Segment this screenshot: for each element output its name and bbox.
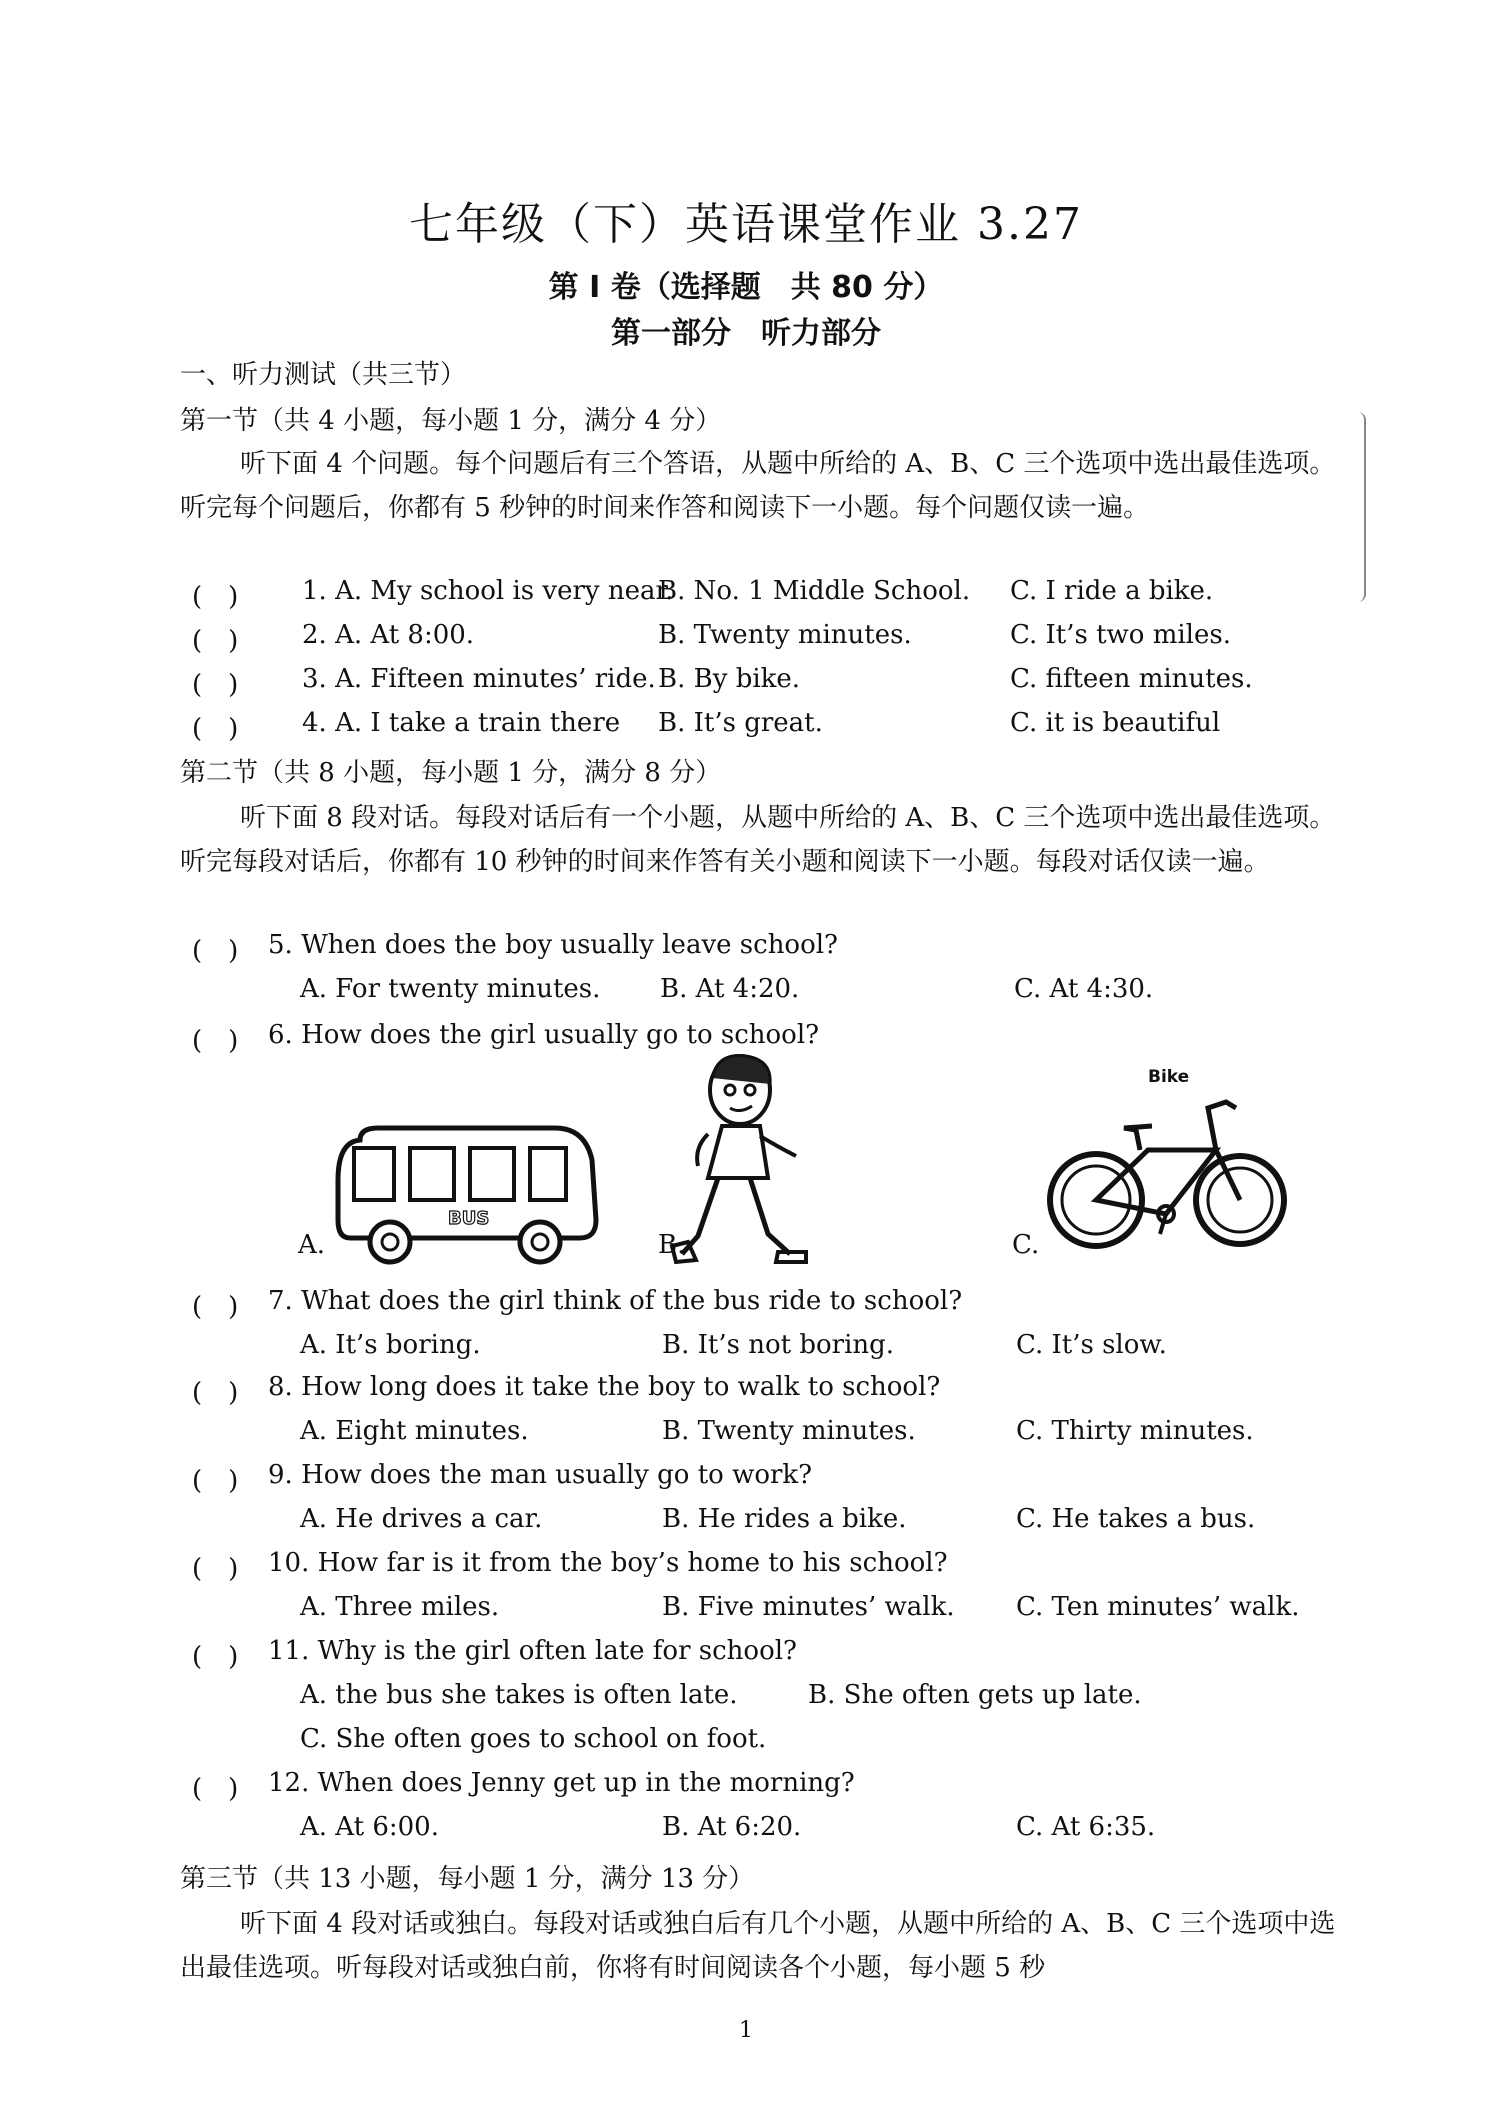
question-stem: 10. How far is it from the boy’s home to his school? xyxy=(268,1548,948,1578)
option-a: A. At 6:00. xyxy=(300,1812,439,1842)
bike-image[interactable] xyxy=(1040,1062,1290,1262)
question-stem: 8. How long does it take the boy to walk to school? xyxy=(268,1372,941,1402)
question-stem: 7. What does the girl think of the bus ride to school? xyxy=(268,1286,963,1316)
option-a: A. He drives a car. xyxy=(300,1504,543,1534)
section3-instruction: 听下面 4 段对话或独白。每段对话或独白后有几个小题，从题中所给的 A、B、C 三个选项中选出最佳选项。听每段对话或独白前，你将有时间阅读各个小题，每小题 5 秒 xyxy=(180,1909,1336,1983)
option-b: B. By bike. xyxy=(658,664,801,694)
bus-image[interactable] xyxy=(330,1120,600,1270)
question-stem: 9. How does the man usually go to work? xyxy=(268,1460,813,1490)
option-c: C. fifteen minutes. xyxy=(1010,664,1253,694)
answer-blank[interactable]: ( ) xyxy=(192,670,239,700)
option-c: C. She often goes to school on foot. xyxy=(300,1724,767,1754)
option-c: C. He takes a bus. xyxy=(1016,1504,1256,1534)
option-a: 2. A. At 8:00. xyxy=(302,620,475,650)
answer-blank[interactable]: ( ) xyxy=(192,1378,239,1408)
option-a: A. For twenty minutes. xyxy=(300,974,601,1004)
section2-subheading: 第二节（共 8 小题，每小题 1 分，满分 8 分） xyxy=(180,758,722,788)
option-c-label: C. xyxy=(1012,1230,1040,1260)
answer-blank[interactable]: ( ) xyxy=(192,1026,239,1056)
answer-blank[interactable]: ( ) xyxy=(192,1466,239,1496)
question-stem: 5. When does the boy usually leave school? xyxy=(268,930,838,960)
answer-blank[interactable]: ( ) xyxy=(192,582,239,612)
option-a: A. Eight minutes. xyxy=(300,1416,529,1446)
question-stem: 11. Why is the girl often late for school? xyxy=(268,1636,797,1666)
page-number: 1 xyxy=(739,2018,753,2043)
option-b-label: B. xyxy=(658,1230,686,1260)
option-c: C. It’s slow. xyxy=(1016,1330,1167,1360)
margin-mark xyxy=(1358,412,1366,602)
option-b: B. At 6:20. xyxy=(662,1812,802,1842)
option-c: C. Ten minutes’ walk. xyxy=(1016,1592,1300,1622)
page-title: 七年级（下）英语课堂作业 3.27 xyxy=(409,199,1083,250)
option-b: B. Five minutes’ walk. xyxy=(662,1592,955,1622)
option-b: B. No. 1 Middle School. xyxy=(658,576,971,606)
answer-blank[interactable]: ( ) xyxy=(192,936,239,966)
option-a: A. the bus she takes is often late. xyxy=(300,1680,738,1710)
option-a: A. It’s boring. xyxy=(300,1330,481,1360)
question-stem: 12. When does Jenny get up in the morning? xyxy=(268,1768,855,1798)
option-b: B. At 4:20. xyxy=(660,974,800,1004)
walking-boy-image[interactable] xyxy=(668,1048,818,1270)
part-heading: 第一部分 听力部分 xyxy=(611,316,881,351)
option-a: 3. A. Fifteen minutes’ ride. xyxy=(302,664,656,694)
option-b: B. She often gets up late. xyxy=(808,1680,1142,1710)
option-c: C. I ride a bike. xyxy=(1010,576,1214,606)
option-b: B. He rides a bike. xyxy=(662,1504,907,1534)
option-b: B. It’s great. xyxy=(658,708,823,738)
option-b: B. Twenty minutes. xyxy=(662,1416,916,1446)
answer-blank[interactable]: ( ) xyxy=(192,1554,239,1584)
volume-heading: 第 I 卷（选择题 共 80 分） xyxy=(548,270,944,305)
section2-instruction: 听下面 8 段对话。每段对话后有一个小题，从题中所给的 A、B、C 三个选项中选出最佳选项。听完每段对话后，你都有 10 秒钟的时间来作答有关小题和阅读下一小题。每段对话仅读一遍。 xyxy=(180,803,1336,877)
option-a: 4. A. I take a train there xyxy=(302,708,621,738)
option-c: C. It’s two miles. xyxy=(1010,620,1231,650)
option-c: C. At 6:35. xyxy=(1016,1812,1156,1842)
section3-subheading: 第三节（共 13 小题，每小题 1 分，满分 13 分） xyxy=(180,1864,755,1894)
option-b: B. It’s not boring. xyxy=(662,1330,895,1360)
option-c: C. it is beautiful xyxy=(1010,708,1221,738)
section1-subheading: 第一节（共 4 小题，每小题 1 分，满分 4 分） xyxy=(180,406,722,436)
option-b: B. Twenty minutes. xyxy=(658,620,912,650)
option-a-label: A. xyxy=(298,1230,326,1260)
option-a: A. Three miles. xyxy=(300,1592,500,1622)
answer-blank[interactable]: ( ) xyxy=(192,1292,239,1322)
option-c: C. At 4:30. xyxy=(1014,974,1154,1004)
section1-heading: 一、听力测试（共三节） xyxy=(180,360,467,390)
option-c: C. Thirty minutes. xyxy=(1016,1416,1254,1446)
question-stem: 6. How does the girl usually go to school? xyxy=(268,1020,820,1050)
answer-blank[interactable]: ( ) xyxy=(192,626,239,656)
answer-blank[interactable]: ( ) xyxy=(192,714,239,744)
section1-instruction: 听下面 4 个问题。每个问题后有三个答语，从题中所给的 A、B、C 三个选项中选出最佳选项。听完每个问题后，你都有 5 秒钟的时间来作答和阅读下一小题。每个问题仅读一遍。 xyxy=(180,449,1336,523)
option-a: 1. A. My school is very near. xyxy=(302,576,674,606)
answer-blank[interactable]: ( ) xyxy=(192,1642,239,1672)
answer-blank[interactable]: ( ) xyxy=(192,1774,239,1804)
bike-label: Bike xyxy=(1148,1067,1190,1087)
bus-label: BUS xyxy=(448,1208,490,1229)
